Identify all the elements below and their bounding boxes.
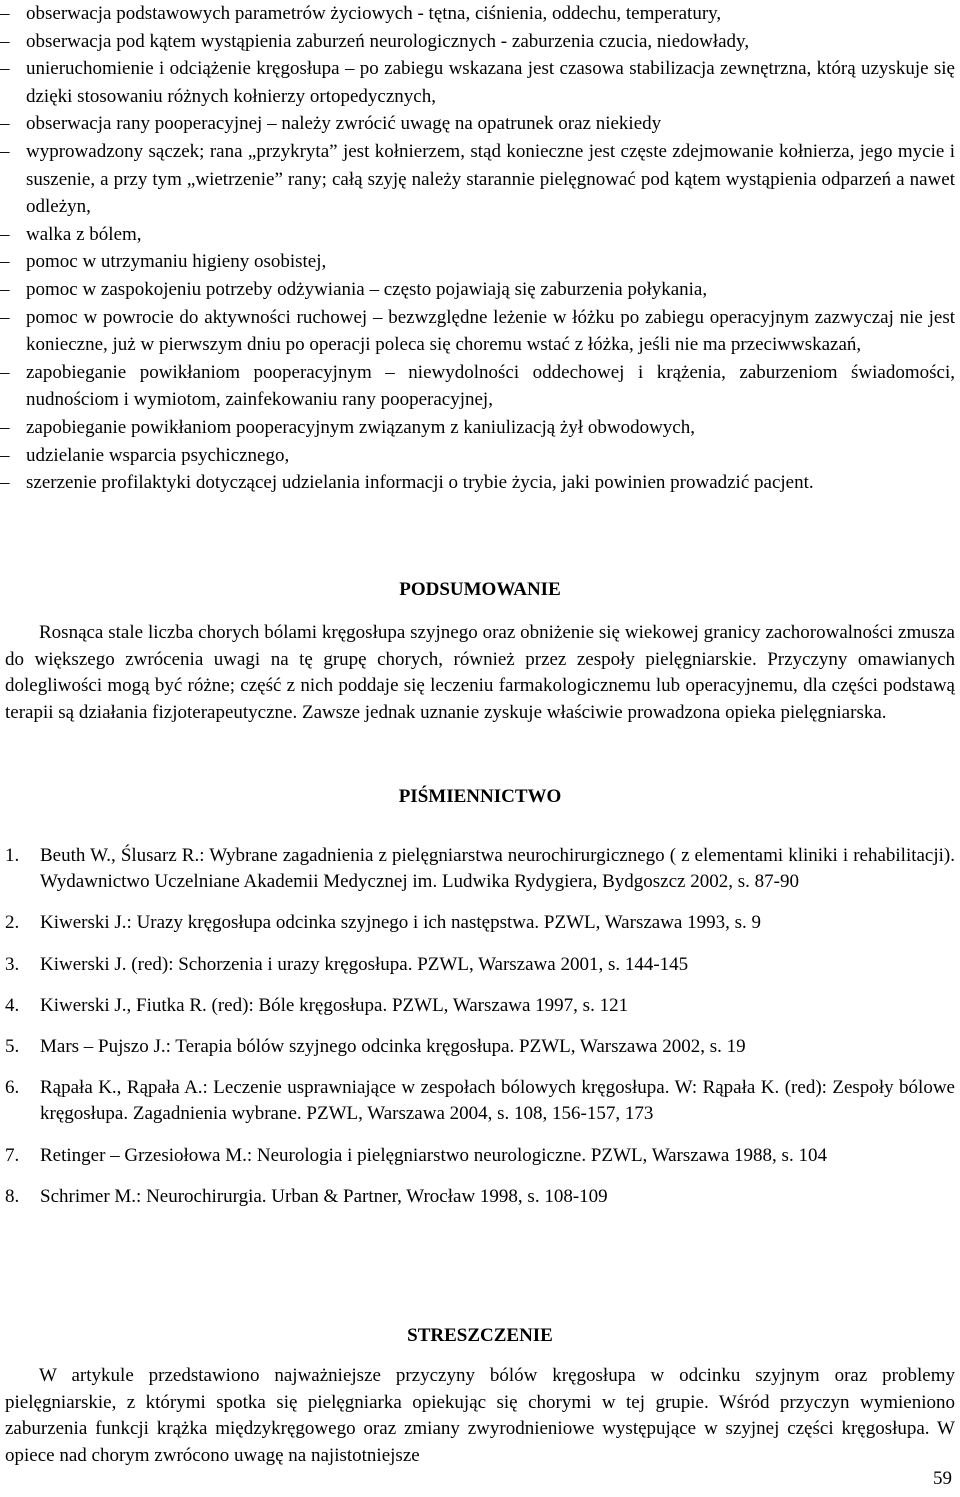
list-item-text: udzielanie wsparcia psychicznego, bbox=[26, 444, 290, 466]
dash-marker: – bbox=[0, 306, 10, 328]
dash-marker: – bbox=[0, 251, 10, 273]
list-item bbox=[0, 110, 955, 138]
reference-item bbox=[5, 910, 955, 936]
reference-text: Schrimer M.: Neurochirurgia. Urban & Partner, Wrocław 1998, s. 108-109 bbox=[40, 1185, 608, 1207]
list-item bbox=[0, 138, 955, 221]
list-item-text: zapobieganie powikłaniom pooperacyjnym związanym z kaniulizacją żył obwodowych, bbox=[26, 416, 695, 438]
list-item-text: unieruchomienie i odciążenie kręgosłupa – po zabiegu wskazana jest czasowa stabilizacja zewnętrzna, którą uzyskuje się dzięki stosowaniu różnych kołnierzy ortopedycznych, bbox=[26, 58, 955, 107]
reference-number: 6. bbox=[5, 1077, 20, 1099]
list-item-text: pomoc w zaspokojeniu potrzeby odżywiania – często pojawiają się zaburzenia połykania, bbox=[26, 278, 708, 300]
reference-item bbox=[5, 993, 955, 1019]
list-item bbox=[0, 414, 955, 442]
dash-marker: – bbox=[0, 416, 10, 438]
dash-marker: – bbox=[0, 58, 10, 80]
list-item bbox=[0, 55, 955, 110]
list-item-text: zapobieganie powikłaniom pooperacyjnym – niewydolności oddechowej i krążenia, zaburzeniom świadomości, nudnościom i wymiotom, zainfekowaniu rany pooperacyjnej, bbox=[26, 361, 955, 411]
page-number: 59 bbox=[933, 1468, 952, 1489]
dash-marker: – bbox=[0, 223, 10, 245]
reference-number: 3. bbox=[5, 953, 20, 975]
list-item bbox=[0, 276, 955, 304]
list-item-text: obserwacja podstawowych parametrów życiowych - tętna, ciśnienia, oddechu, temperatury, bbox=[26, 3, 722, 24]
reference-item bbox=[5, 1075, 955, 1127]
reference-text: Mars – Pujszo J.: Terapia bólów szyjnego odcinka kręgosłupa. PZWL, Warszawa 2002, s. 19 bbox=[40, 1036, 746, 1058]
reference-item bbox=[5, 952, 955, 978]
reference-text: Kiwerski J. (red): Schorzenia i urazy kręgosłupa. PZWL, Warszawa 2001, s. 144-145 bbox=[40, 953, 689, 975]
reference-text: Kiwerski J., Fiutka R. (red): Bóle kręgosłupa. PZWL, Warszawa 1997, s. 121 bbox=[40, 994, 629, 1016]
list-item bbox=[0, 469, 955, 497]
list-item bbox=[0, 28, 955, 56]
list-item-text: wyprowadzony sączek; rana „przykryta” jest kołnierzem, stąd konieczne jest częste zdejmowanie kołnierza, jego mycie i suszenie, a przy tym „wietrzenie” rany; całą szyję należy starannie pielęgnować pod kątem wystąpienia odparzeń a nawet odleżyn, bbox=[26, 140, 955, 218]
list-item bbox=[0, 304, 955, 359]
summary-heading: PODSUMOWANIE bbox=[399, 579, 561, 600]
dash-marker: – bbox=[0, 278, 10, 300]
list-item-text: pomoc w powrocie do aktywności ruchowej – bezwzględne leżenie w łóżku po zabiegu operacyjnym zazwyczaj nie jest konieczne, już w pierwszym dniu po operacji poleca się choremu wstać z łóżka, jeśli nie ma przeciwwskazań, bbox=[26, 306, 955, 356]
dash-marker: – bbox=[0, 113, 10, 135]
dash-marker: – bbox=[0, 3, 10, 24]
abstract-paragraph: W artykule przedstawiono najważniejsze przyczyny bólów kręgosłupa w odcinku szyjnym oraz problemy pielęgniarskie, z którymi spotka się pielęgniarka opiekując się chorymi w tej grupie. Wśród przyczyn wymieniono zaburzenia funkcji krążka międzykręgowego oraz zmiany zwyrodnieniowe występujące w szyjnej części kręgosłupa. W opiece nad chorym zwrócono uwagę na najistotniejsze bbox=[5, 1365, 955, 1466]
reference-number: 1. bbox=[5, 845, 20, 866]
reference-item bbox=[5, 1184, 955, 1210]
reference-item bbox=[5, 1143, 955, 1169]
reference-number: 7. bbox=[5, 1144, 20, 1166]
abstract-heading: STRESZCZENIE bbox=[407, 1325, 553, 1346]
list-item bbox=[0, 221, 955, 249]
reference-number: 2. bbox=[5, 912, 20, 934]
reference-item bbox=[5, 1034, 955, 1060]
list-item-text: obserwacja pod kątem wystąpienia zaburzeń neurologicznych - zaburzenia czucia, niedowłady, bbox=[26, 30, 750, 52]
list-item bbox=[0, 442, 955, 470]
care-tasks-list bbox=[0, 0, 955, 497]
reference-number: 4. bbox=[5, 994, 20, 1016]
dash-marker: – bbox=[0, 361, 10, 383]
list-item-text: szerzenie profilaktyki dotyczącej udzielania informacji o trybie życia, jaki powinien prowadzić pacjent. bbox=[26, 472, 814, 494]
reference-text: Rąpała K., Rąpała A.: Leczenie usprawniające w zespołach bólowych kręgosłupa. W: Rąpała K. (red): Zespoły bólowe kręgosłupa. Zagadnienia wybrane. PZWL, Warszawa 2004, s. 108, 156-157, 173 bbox=[40, 1077, 955, 1125]
reference-text: Kiwerski J.: Urazy kręgosłupa odcinka szyjnego i ich następstwa. PZWL, Warszawa 1993, s. 9 bbox=[40, 912, 761, 934]
reference-item bbox=[5, 843, 955, 895]
references-list bbox=[5, 843, 955, 1225]
list-item-text: pomoc w utrzymaniu higieny osobistej, bbox=[26, 251, 327, 273]
reference-text: Retinger – Grzesiołowa M.: Neurologia i pielęgniarstwo neurologiczne. PZWL, Warszawa 1988, s. 104 bbox=[40, 1144, 827, 1166]
reference-number: 8. bbox=[5, 1185, 20, 1207]
list-item bbox=[0, 0, 955, 28]
dash-marker: – bbox=[0, 140, 10, 162]
reference-text: Beuth W., Ślusarz R.: Wybrane zagadnienia z pielęgniarstwa neurochirurgicznego ( z elementami kliniki i rehabilitacji). Wydawnictwo Uczelniane Akademii Medycznej im. Ludwika Rydygiera, Bydgoszcz 2002, s. 87-90 bbox=[40, 845, 955, 893]
summary-paragraph: Rosnąca stale liczba chorych bólami kręgosłupa szyjnego oraz obniżenie się wiekowej granicy zachorowalności zmusza do większego zwrócenia uwagi na tę grupę chorych, również przez zespoły pielęgniarskie. Przyczyny omawianych dolegliwości mogą być różne; część z nich poddaje się leczeniu farmakologicznemu lub operacyjnemu, dla części podstawą terapii są działania fizjoterapeutyczne. Zawsze jednak uznanie zyskuje właściwie prowadzona opieka pielęgniarska. bbox=[5, 622, 955, 723]
list-item-text: walka z bólem, bbox=[26, 223, 142, 245]
list-item bbox=[0, 359, 955, 414]
references-heading: PIŚMIENNICTWO bbox=[398, 786, 562, 807]
list-item-text: obserwacja rany pooperacyjnej – należy zwrócić uwagę na opatrunek oraz niekiedy bbox=[26, 113, 662, 135]
reference-number: 5. bbox=[5, 1036, 20, 1058]
list-item bbox=[0, 248, 955, 276]
dash-marker: – bbox=[0, 472, 10, 494]
dash-marker: – bbox=[0, 30, 10, 52]
dash-marker: – bbox=[0, 444, 10, 466]
